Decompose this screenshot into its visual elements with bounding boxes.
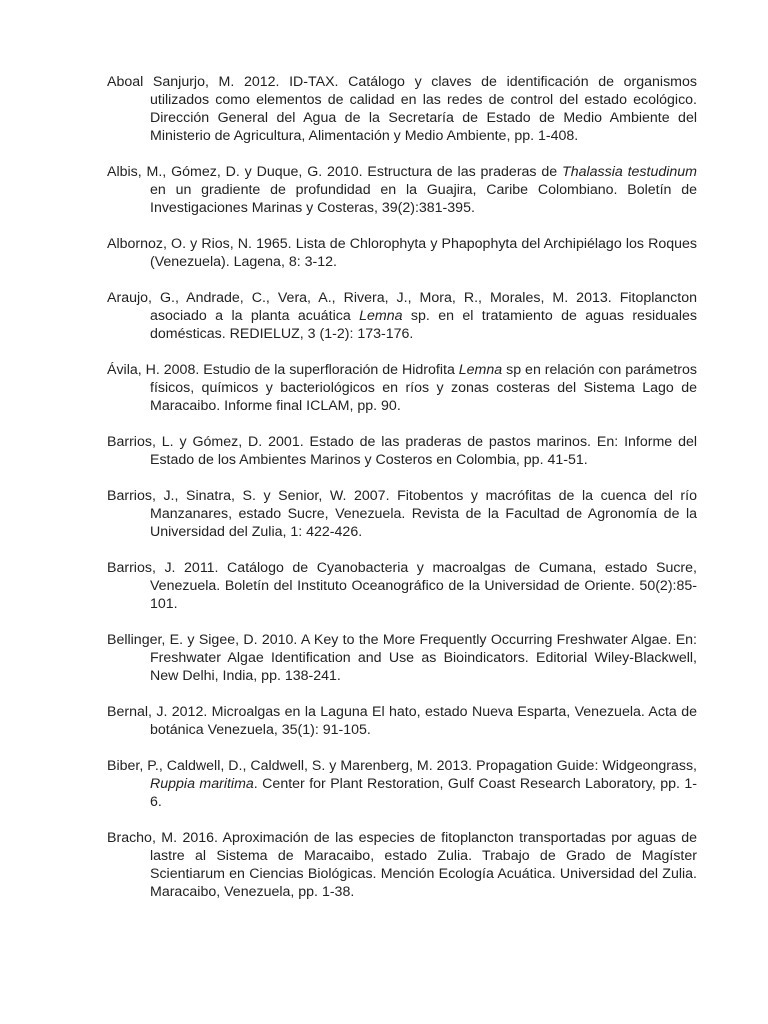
reference-entry: Albornoz, O. y Rios, N. 1965. Lista de Chlorophyta y Phapophyta del Archipiélago los Roques (Venezuela). Lagena, 8: 3-12. (107, 236, 697, 270)
reference-entry: Barrios, L. y Gómez, D. 2001. Estado de las praderas de pastos marinos. En: Informe del Estado de los Ambientes Marinos y Costeros en Colombia, pp. 41-51. (107, 434, 697, 468)
reference-entry: Biber, P., Caldwell, D., Caldwell, S. y Marenberg, M. 2013. Propagation Guide: Widgeongrass, Ruppia maritima. Center for Plant Restoration, Gulf Coast Research Laboratory, pp. 1-6. (107, 758, 697, 810)
reference-entry: Bellinger, E. y Sigee, D. 2010. A Key to the More Frequently Occurring Freshwater Algae. En: Freshwater Algae Identification and Use as Bioindicators. Editorial Wiley-Blackwell, New Delhi, India, pp. 138-241. (107, 632, 697, 684)
reference-entry: Albis, M., Gómez, D. y Duque, G. 2010. Estructura de las praderas de Thalassia testudinum en un gradiente de profundidad en la Guajira, Caribe Colombiano. Boletín de Investigaciones Marinas y Costeras, 39(2):381-395. (107, 164, 698, 216)
reference-entry: Barrios, J., Sinatra, S. y Senior, W. 2007. Fitobentos y macrófitas de la cuenca del río Manzanares, estado Sucre, Venezuela. Revista de la Facultad de Agronomía de la Universidad del Zulia, 1: 422-426. (107, 488, 697, 540)
reference-entry: Ávila, H. 2008. Estudio de la superfloración de Hidrofita Lemna sp en relación con parámetros físicos, químicos y bacteriológicos en ríos y zonas costeras del Sistema Lago de Maracaibo. Informe final ICLAM, pp. 90. (107, 362, 697, 414)
reference-entry: Barrios, J. 2011. Catálogo de Cyanobacteria y macroalgas de Cumana, estado Sucre, Venezuela. Boletín del Instituto Oceanográfico de la Universidad de Oriente. 50(2):85-101. (107, 560, 697, 612)
reference-entry: Aboal Sanjurjo, M. 2012. ID-TAX. Catálogo y claves de identificación de organismos utilizados como elementos de calidad en las redes de control del estado ecológico. Dirección General del Agua de la Secretaría de Estado de Medio Ambiente del Ministerio de Agricultura, Alimentación y Medio Ambiente, pp. 1-408. (107, 74, 697, 144)
reference-entry: Araujo, G., Andrade, C., Vera, A., Rivera, J., Mora, R., Morales, M. 2013. Fitoplancton asociado a la planta acuática Lemna sp. en el tratamiento de aguas residuales domésticas. REDIELUZ, 3 (1-2): 173-176. (107, 290, 697, 342)
reference-entry: Bernal, J. 2012. Microalgas en la Laguna El hato, estado Nueva Esparta, Venezuela. Acta de botánica Venezuela, 35(1): 91-105. (107, 704, 697, 738)
reference-list (107, 73, 697, 919)
reference-entry: Bracho, M. 2016. Aproximación de las especies de fitoplancton transportadas por aguas de lastre al Sistema de Maracaibo, estado Zulia. Trabajo de Grado de Magíster Scientiarum en Ciencias Biológicas. Mención Ecología Acuática. Universidad del Zulia. Maracaibo, Venezuela, pp. 1-38. (107, 830, 697, 900)
